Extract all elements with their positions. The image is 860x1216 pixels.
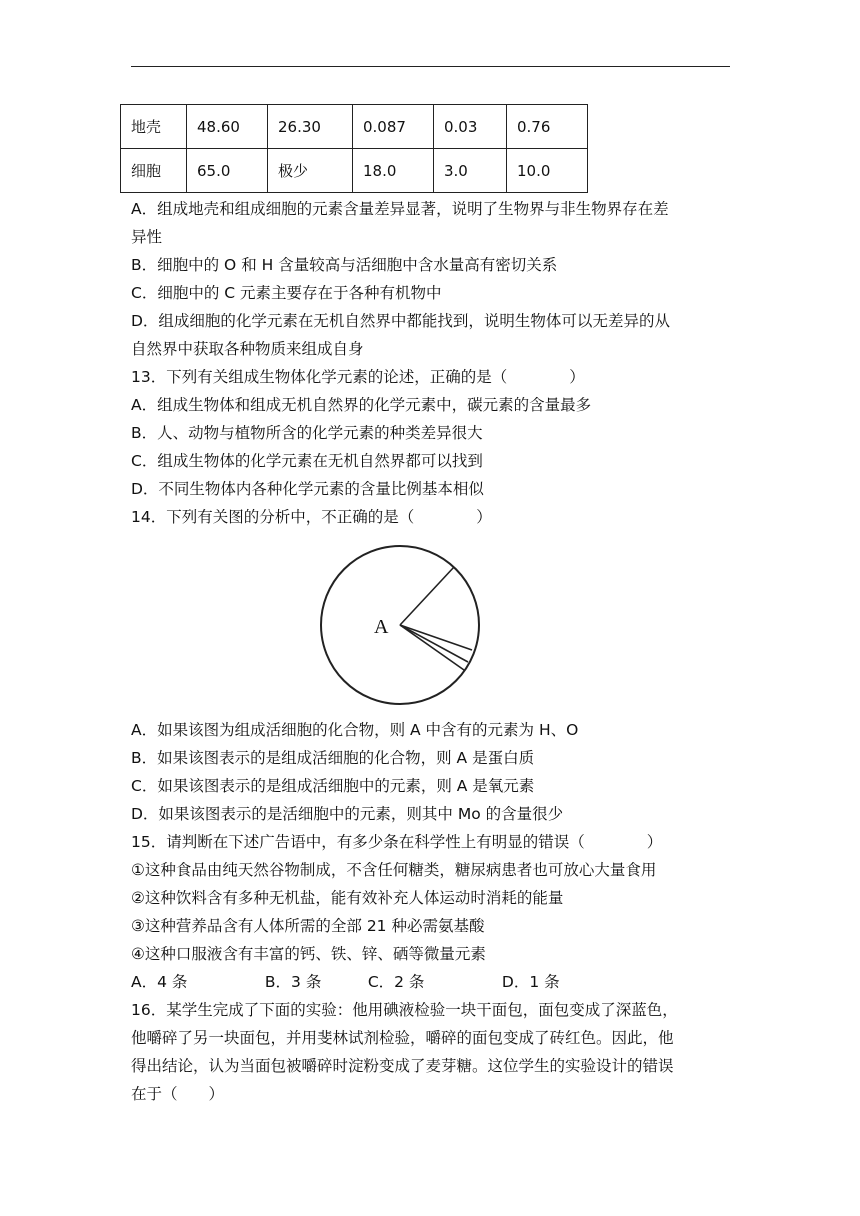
pie-figure (318, 543, 482, 707)
table-row (121, 105, 588, 149)
table-cell: 65.0 (187, 149, 268, 193)
pie-divider-1 (400, 567, 454, 625)
table-cell: 极少 (268, 149, 353, 193)
q15-statement-1: ①这种食品由纯天然谷物制成，不含任何糖类，糖尿病患者也可放心大量食用 (131, 861, 657, 879)
pie-divider-4 (400, 625, 464, 670)
pie-divider-2 (400, 625, 472, 650)
q13-option-d: D．不同生物体内各种化学元素的含量比例基本相似 (131, 480, 484, 498)
table-cell: 48.60 (187, 105, 268, 149)
q16-line-4: 在于（ ） (131, 1085, 225, 1103)
element-content-table (120, 104, 588, 193)
q12-option-d-cont: 自然界中获取各种物质来组成自身 (131, 340, 364, 358)
pie-divider-3 (400, 625, 468, 662)
table-cell: 地壳 (121, 105, 187, 149)
table-row (121, 149, 588, 193)
q12-option-c: C．细胞中的 C 元素主要存在于各种有机物中 (131, 284, 442, 302)
table-cell: 26.30 (268, 105, 353, 149)
q14-option-c: C．如果该图表示的是组成活细胞中的元素，则 A 是氧元素 (131, 777, 535, 795)
table-cell: 0.03 (434, 105, 507, 149)
q12-option-d: D．组成细胞的化学元素在无机自然界中都能找到，说明生物体可以无差异的从 (131, 312, 670, 330)
q13-option-a: A．组成生物体和组成无机自然界的化学元素中，碳元素的含量最多 (131, 396, 592, 414)
q15-options: A．4 条 B．3 条 C．2 条 D．1 条 (131, 973, 560, 991)
q13-option-c: C．组成生物体的化学元素在无机自然界都可以找到 (131, 452, 483, 470)
q13-option-b: B．人、动物与植物所含的化学元素的种类差异很大 (131, 424, 483, 442)
table-cell: 0.76 (507, 105, 588, 149)
q12-option-a-cont: 异性 (131, 228, 163, 246)
pie-label-a: A (374, 616, 389, 638)
table-cell: 3.0 (434, 149, 507, 193)
q16-line-1: 16．某学生完成了下面的实验：他用碘液检验一块干面包，面包变成了深蓝色， (131, 1001, 678, 1019)
table-cell: 0.087 (353, 105, 434, 149)
q15-statement-4: ④这种口服液含有丰富的钙、铁、锌、硒等微量元素 (131, 945, 486, 963)
q14-option-d: D．如果该图表示的是活细胞中的元素，则其中 Mo 的含量很少 (131, 805, 564, 823)
q15-stem: 15．请判断在下述广告语中，有多少条在科学性上有明显的错误（ ） (131, 833, 663, 851)
q15-statement-2: ②这种饮料含有多种无机盐，能有效补充人体运动时消耗的能量 (131, 889, 564, 907)
q14-option-b: B．如果该图表示的是组成活细胞的化合物，则 A 是蛋白质 (131, 749, 535, 767)
q14-option-a: A．如果该图为组成活细胞的化合物，则 A 中含有的元素为 H、O (131, 721, 579, 739)
table-cell: 10.0 (507, 149, 588, 193)
q16-line-3: 得出结论，认为当面包被嚼碎时淀粉变成了麦芽糖。这位学生的实验设计的错误 (131, 1057, 674, 1075)
q12-option-b: B．细胞中的 O 和 H 含量较高与活细胞中含水量高有密切关系 (131, 256, 558, 274)
table-cell: 18.0 (353, 149, 434, 193)
q16-line-2: 他嚼碎了另一块面包，并用斐林试剂检验，嚼碎的面包变成了砖红色。因此，他 (131, 1029, 674, 1047)
q12-option-a: A．组成地壳和组成细胞的元素含量差异显著，说明了生物界与非生物界存在差 (131, 200, 669, 218)
q15-statement-3: ③这种营养品含有人体所需的全部 21 种必需氨基酸 (131, 917, 485, 935)
q14-stem: 14．下列有关图的分析中，不正确的是（ ） (131, 508, 492, 526)
table-cell: 细胞 (121, 149, 187, 193)
q13-stem: 13．下列有关组成生物体化学元素的论述，正确的是（ ） (131, 368, 585, 386)
header-rule (131, 66, 730, 67)
